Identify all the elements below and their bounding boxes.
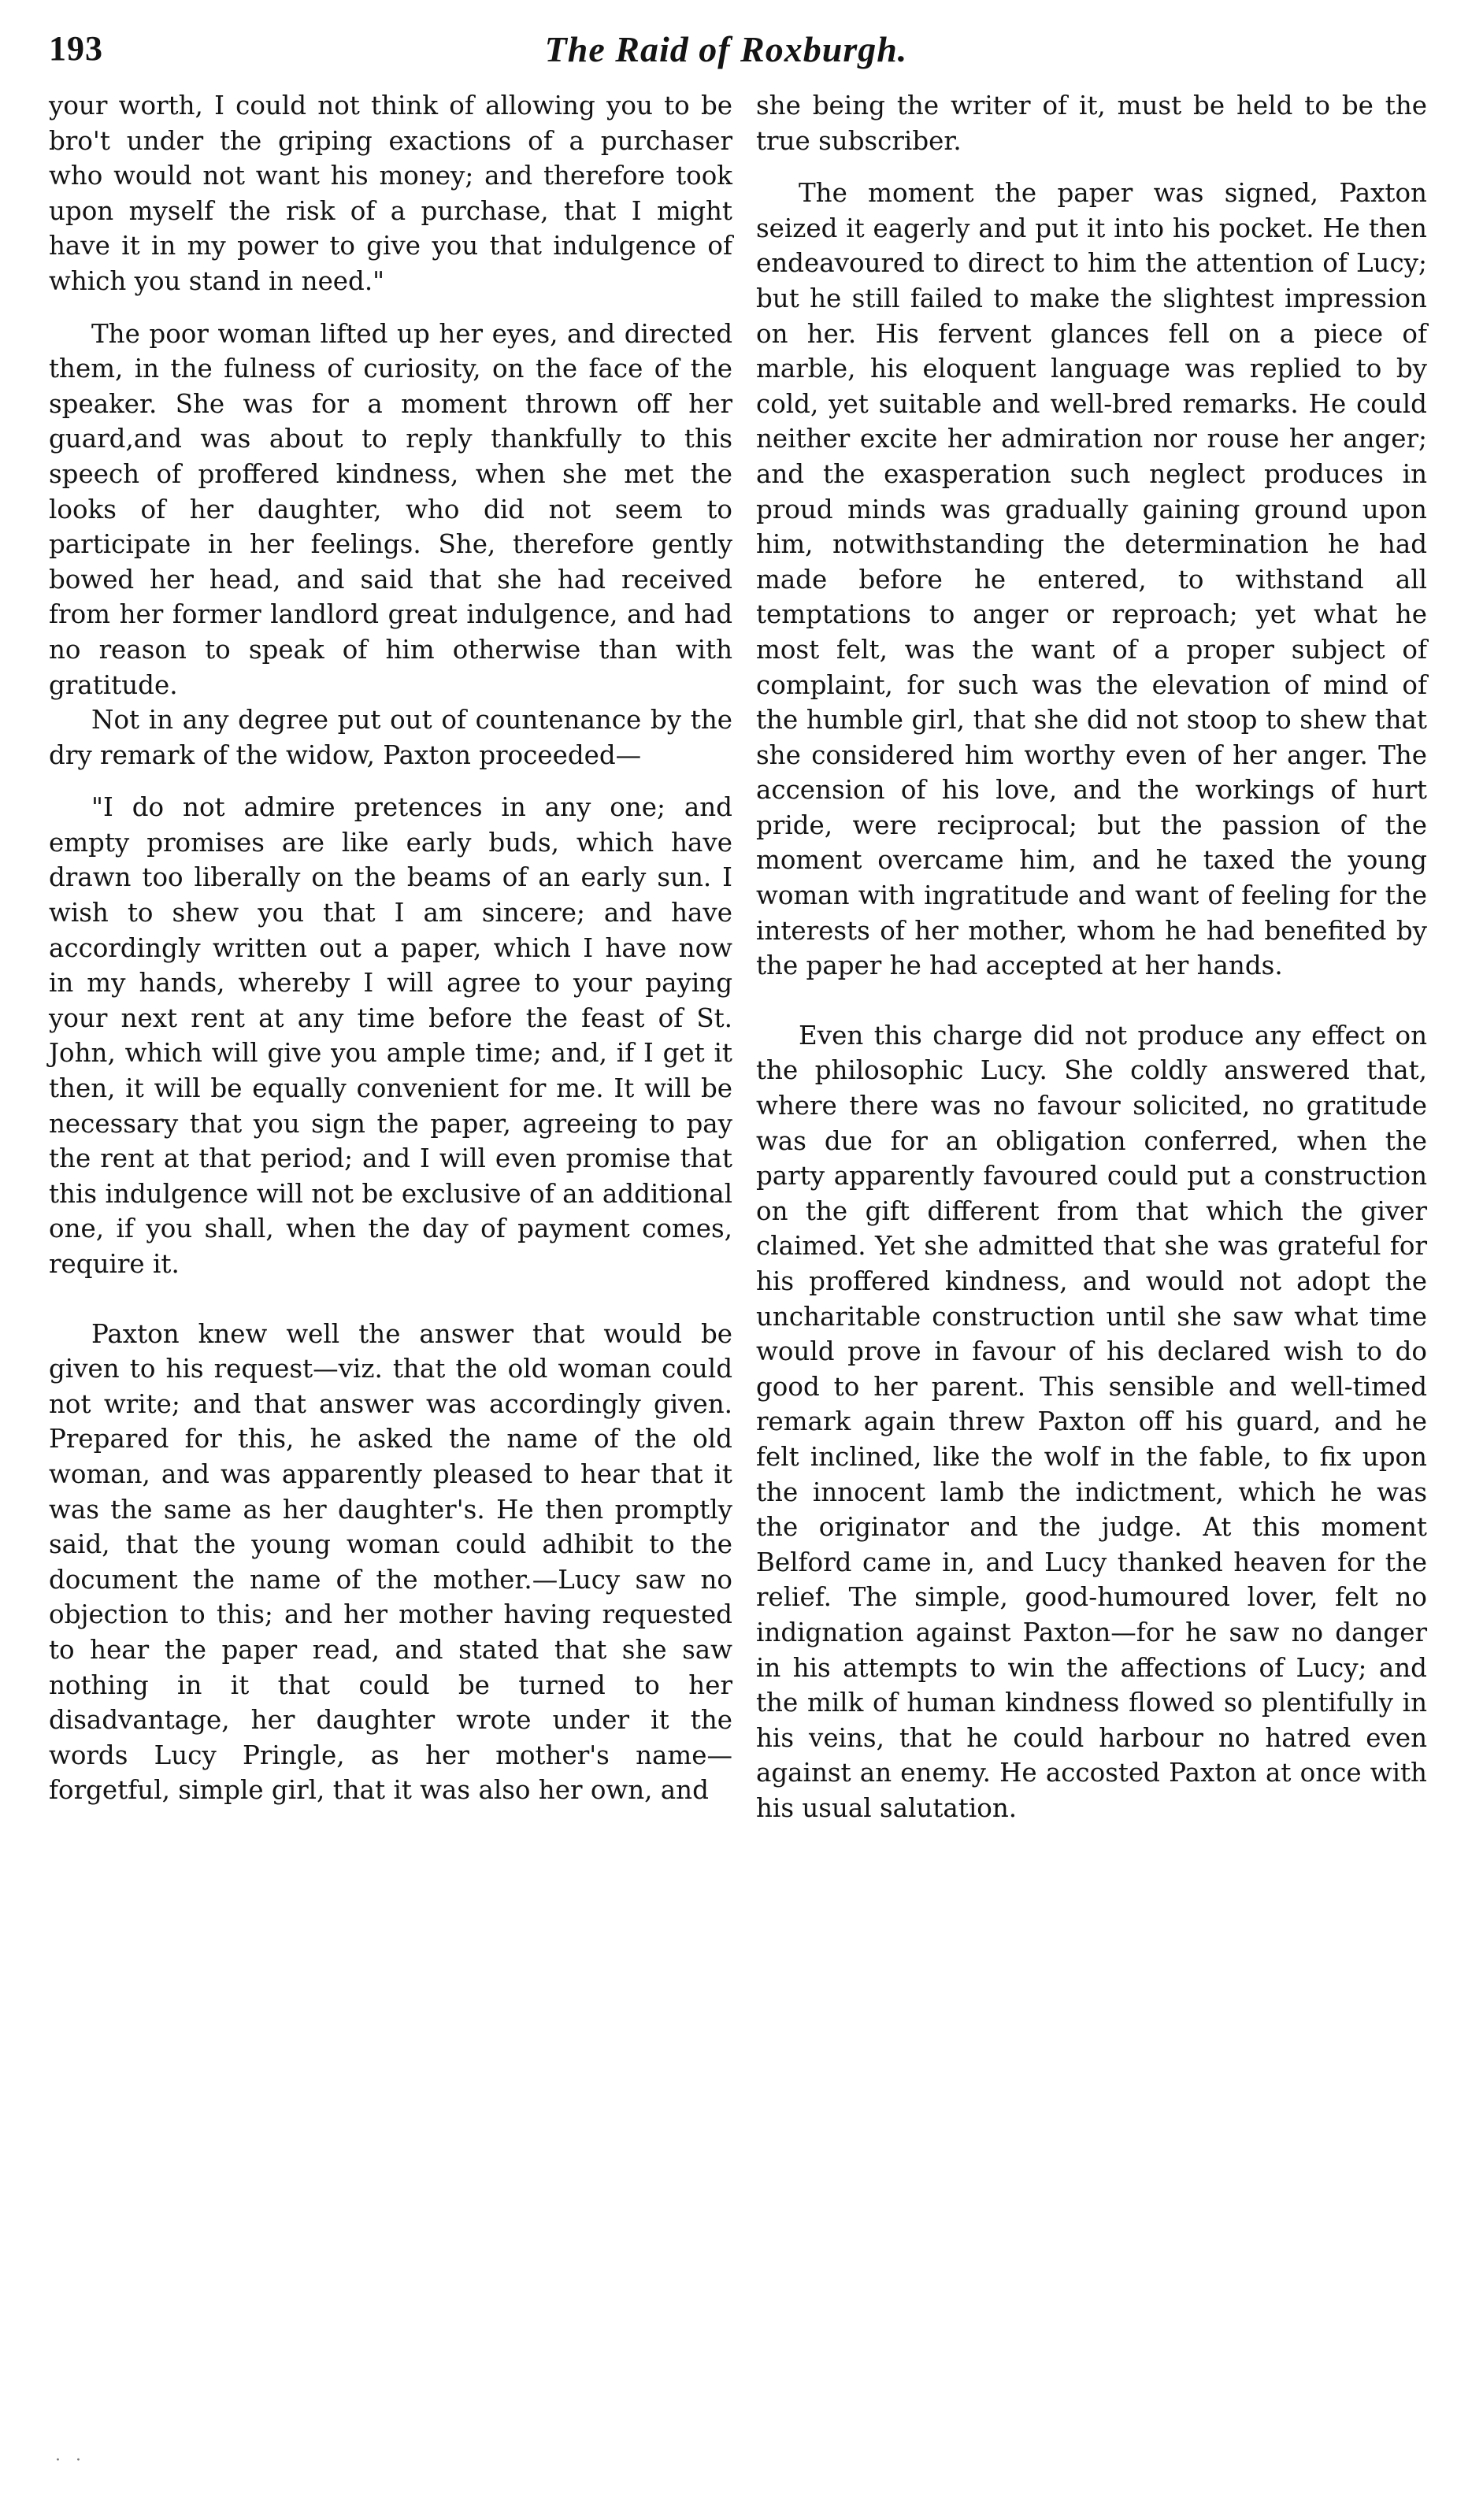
paragraph: The poor woman lifted up her eyes, and directed them, in the fulness of curiosity, on the face of the speaker. She was for a moment thrown off her guard,and was about to reply thankfully to this speech of proffered kindness, when she met the looks of her daughter, who did not seem to participate in her feelings. She, therefore gently bowed her head, and said that she had received from her former landlord great indulgence, and had no reason to speak of him otherwise than with gratitude. — [49, 318, 732, 700]
paragraph: she being the writer of it, must be held to be the true subscriber. — [756, 91, 1427, 156]
page-number: 193 — [49, 29, 103, 68]
paragraph: "I do not admire pretences in any one; and empty promises are like early buds, which have drawn too liberally on the beams of an early sun. I wish to shew you that I am sincere; and have accordingly written out a paper, which I have now in my hands, whereby I will agree to your paying your next rent at any time before the feast of St. John, which will give you ample time; and, if I get it then, it will be equally convenient for me. It will be necessary that you sign the paper, agreeing to pay the rent at that period; and I will even promise that this indulgence will not be exclusive of an additional one, if you shall, when the day of payment comes, require it. — [49, 792, 732, 1279]
paragraph: Even this charge did not produce any effect on the philosophic Lucy. She coldly answered that, where there was no favour solicited, no gratitude was due for an obligation conferred, when the party apparently favoured could put a construction on the gift different from that which the giver claimed. Yet she admitted that she was grateful for his proffered kindness, and would not adopt the uncharitable construction until she saw what time would prove in favour of his declared wish to do good to her parent. This sensible and well-timed remark again threw Paxton off his guard, and he felt inclined, like the wolf in the fable, to fix upon the innocent lamb the indictment, which he was the originator and the judge. At this moment Belford came in, and Lucy thanked heaven for the relief. The simple, good-humoured lover, felt no indignation against Paxton—for he saw no danger in his attempts to win the affections of Lucy; and the milk of human kindness flowed so plentifully in his veins, that he could harbour no hatred even against an enemy. He accosted Paxton at once with his usual salutation. — [756, 1020, 1427, 1823]
page-header — [49, 28, 1403, 83]
running-title: The Raid of Roxburgh. — [544, 29, 908, 69]
print-speck: · · — [55, 2451, 86, 2470]
paragraph: Not in any degree put out of countenance by the dry remark of the widow, Paxton proceeded— — [49, 705, 732, 770]
left-column — [49, 88, 732, 1808]
right-column — [756, 88, 1427, 1826]
paragraph: Paxton knew well the answer that would be given to his request—viz. that the old woman could not write; and that answer was accordingly given. Prepared for this, he asked the name of the old woman, and was apparently pleased to hear that it was the same as her daughter's. He then promptly said, that the young woman could adhibit to the document the name of the mother.—Lucy saw no objection to this; and her mother having requested to hear the paper read, and stated that she saw nothing in it that could be turned to her disadvantage, her daughter wrote under it the words Lucy Pringle, as her mother's name—forgetful, simple girl, that it was also her own, and — [49, 1318, 732, 1806]
paragraph: The moment the paper was signed, Paxton seized it eagerly and put it into his pocket. He then endeavoured to direct to him the attention of Lucy; but he still failed to make the slightest impression on her. His fervent glances fell on a piece of marble, his eloquent language was replied to by cold, yet suitable and well-bred remarks. He could neither excite her admiration nor rouse her anger; and the exasperation such neglect produces in proud minds was gradually gaining ground upon him, notwithstanding the determination he had made before he entered, to withstand all temptations to anger or reproach; yet what he most felt, was the want of a proper subject of complaint, for such was the elevation of mind of the humble girl, that she did not stoop to shew that she considered him worthy even of her anger. The accension of his love, and the workings of hurt pride, were reciprocal; but the passion of the moment overcame him, and he taxed the young woman with ingratitude and want of feeling for the interests of her mother, whom he had benefited by the paper he had accepted at her hands. — [756, 178, 1427, 981]
paragraph: your worth, I could not think of allowing you to be bro't under the griping exactions of a purchaser who would not want his money; and therefore took upon myself the risk of a purchase, that I might have it in my power to give you that indulgence of which you stand in need." — [49, 91, 732, 296]
